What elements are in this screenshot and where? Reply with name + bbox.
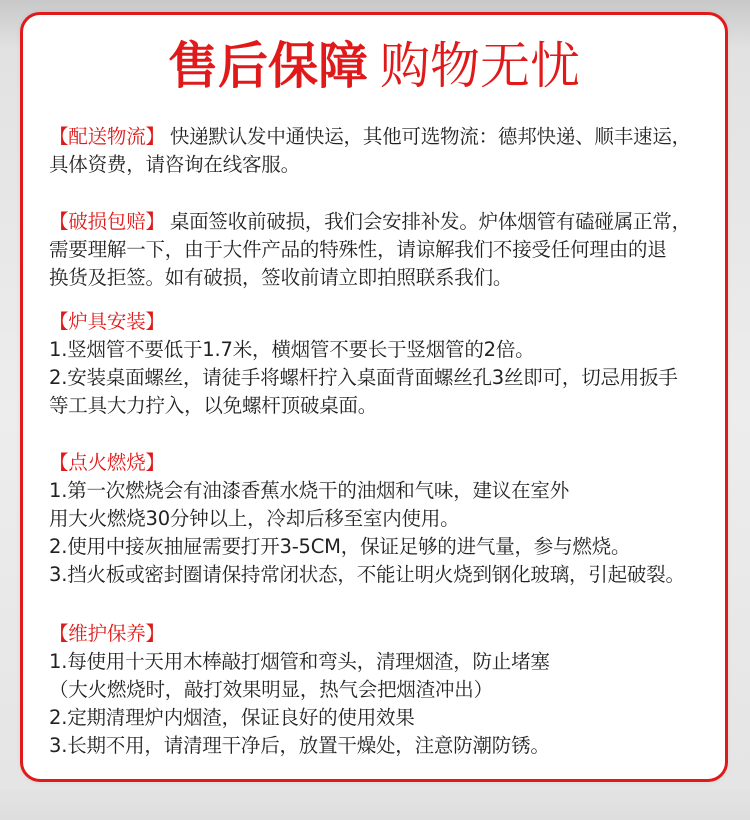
after-sales-card bbox=[20, 12, 728, 782]
title-sub: 购物无忧 bbox=[380, 37, 580, 95]
section-installation-line-2: 2.安装桌面螺丝，请徒手将螺杆拧入桌面背面螺丝孔3丝即可，切忌用扳手 bbox=[49, 366, 678, 389]
section-maintenance-label: 【维护保养】 bbox=[49, 622, 165, 645]
section-damage-line-2: 需要理解一下，由于大件产品的特殊性，请谅解我们不接受任何理由的退 bbox=[49, 238, 667, 261]
section-delivery-line-2: 具体资费，请咨询在线客服。 bbox=[49, 153, 300, 176]
section-maintenance-line-3: 2.定期清理炉内烟渣，保证良好的使用效果 bbox=[49, 706, 415, 729]
section-damage-text-1: 桌面签收前破损，我们会安排补发。炉体烟管有磕碰属正常， bbox=[169, 210, 691, 233]
section-damage-line-3: 换货及拒签。如有破损，签收前请立即拍照联系我们。 bbox=[49, 266, 513, 289]
section-maintenance-line-1: 1.每使用十天用木棒敲打烟管和弯头，清理烟渣，防止堵塞 bbox=[49, 650, 550, 673]
bottom-gray-band bbox=[0, 790, 750, 820]
section-installation-line-3: 等工具大力拧入，以免螺杆顶破桌面。 bbox=[49, 394, 378, 417]
section-delivery bbox=[49, 123, 714, 179]
section-ignition-line-2: 用大火燃烧30分钟以上，冷却后移至室内使用。 bbox=[49, 507, 460, 530]
page-title bbox=[23, 29, 725, 103]
section-ignition-line-3: 2.使用中接灰抽屉需要打开3-5CM，保证足够的进气量，参与燃烧。 bbox=[49, 535, 631, 558]
title-main: 售后保障 bbox=[168, 37, 368, 95]
section-installation-label: 【炉具安装】 bbox=[49, 310, 165, 333]
section-delivery-text-1: 快递默认发中通快运，其他可选物流：德邦快递、顺丰速运， bbox=[169, 125, 691, 148]
section-installation bbox=[49, 308, 714, 420]
section-ignition-line-4: 3.挡火板或密封圈请保持常闭状态，不能让明火烧到钢化玻璃，引起破裂。 bbox=[49, 563, 685, 586]
section-ignition-label-line bbox=[49, 449, 714, 477]
section-damage-label: 【破损包赔】 bbox=[49, 210, 165, 233]
section-maintenance-line-2: （大火燃烧时，敲打效果明显，热气会把烟渣冲出） bbox=[49, 678, 493, 701]
section-ignition bbox=[49, 449, 714, 589]
section-maintenance-label-line bbox=[49, 620, 714, 648]
section-delivery-line-1 bbox=[49, 123, 714, 151]
section-maintenance bbox=[49, 620, 714, 760]
section-installation-line-1: 1.竖烟管不要低于1.7米，横烟管不要长于竖烟管的2倍。 bbox=[49, 338, 535, 361]
section-ignition-label: 【点火燃烧】 bbox=[49, 451, 165, 474]
section-damage bbox=[49, 208, 714, 292]
section-maintenance-line-4: 3.长期不用，请清理干净后，放置干燥处，注意防潮防锈。 bbox=[49, 734, 550, 757]
section-damage-line-1 bbox=[49, 208, 714, 236]
section-installation-label-line bbox=[49, 308, 714, 336]
section-ignition-line-1: 1.第一次燃烧会有油漆香蕉水烧干的油烟和气味，建议在室外 bbox=[49, 479, 570, 502]
section-delivery-label: 【配送物流】 bbox=[49, 125, 165, 148]
